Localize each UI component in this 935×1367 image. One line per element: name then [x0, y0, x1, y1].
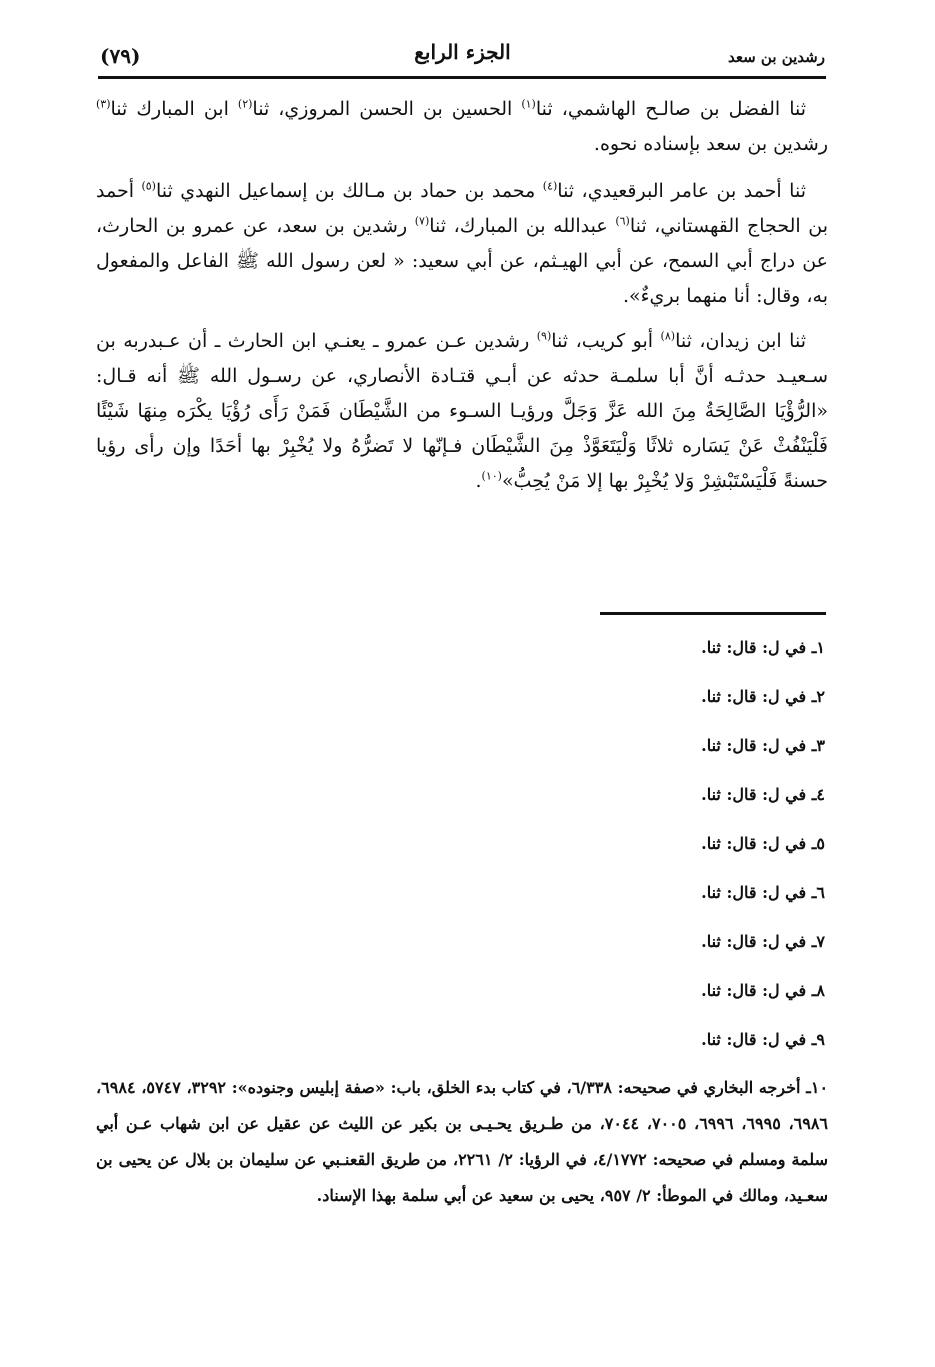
footnote-ref-1[interactable]: (١)	[521, 97, 536, 111]
text-run: ثنا أحمد بن عامر البرقعيدي، ثنا	[557, 180, 806, 202]
page-header	[100, 40, 825, 72]
text-run: ابن المبارك ثنا	[110, 98, 238, 120]
text-run: الحسين بن الحسن المروزي، ثنا	[252, 98, 522, 120]
chapter-title: رشدين بن سعد	[728, 48, 825, 66]
footnotes-list	[105, 630, 825, 1071]
text-run: أبو كريب، ثنا	[551, 330, 661, 352]
footnote-ref-5[interactable]: (٥)	[141, 179, 156, 193]
footnote-rule	[600, 612, 826, 615]
footnote-ref-3[interactable]: (٣)	[96, 97, 111, 111]
text-run: عبدالله بن المبارك، ثنا	[429, 215, 616, 237]
footnote-ref-10[interactable]: (١٠)	[481, 469, 502, 483]
main-text	[96, 92, 828, 511]
footnote-ref-2[interactable]: (٢)	[237, 97, 253, 111]
footnote-3: ٣ـ في ل: قال: ثنا.	[701, 736, 825, 755]
text-run: .	[475, 470, 482, 492]
text-run: أحمد بن الحجاج القهستاني، ثنا	[96, 180, 828, 237]
paragraph-1	[96, 92, 828, 162]
text-run: محمد بن حماد بن مـالك بن إسماعيل النهدي ثنا	[155, 180, 543, 202]
header-rule	[98, 76, 826, 79]
footnote-7: ٧ـ في ل: قال: ثنا.	[701, 932, 825, 951]
footnote-8: ٨ـ في ل: قال: ثنا.	[701, 981, 825, 1000]
text-run: رشدين بن سعد بإسناده نحوه.	[593, 133, 828, 155]
footnote-ref-8[interactable]: (٨)	[660, 329, 676, 343]
footnote-10: ١٠ـ أخرجه البخاري في صحيحه: ٦/٣٣٨، في كتاب بدء الخلق، باب: «صفة إبليس وجنوده»: ٣٢٩٢، ٥٧٤٧، ٦٩٨٤، ٦٩٨٦، ٦٩٩٥، ٦٩٩٦، ٧٠٠٥، ٧٠٤٤، من طـريق يحـيـى بن بكير عن الليث عن عقيل عن ابن شهاب عـن أبي سلمة ومسلم في صحيحه: ٤/١٧٧٢، في الرؤيا: ٢/ ٢٢٦١، من طريق القعنـبي عن سليمان بن بلال عن يحيى بن سعـيد، ومالك في الموطأ: ٢/ ٩٥٧، يحيى بن سعيد عن أبي سلمة بهذا الإسناد.	[96, 1078, 829, 1205]
footnote-6: ٦ـ في ل: قال: ثنا.	[701, 883, 825, 902]
footnote-ref-6[interactable]: (٦)	[615, 214, 630, 228]
footnote-ref-7[interactable]: (٧)	[414, 214, 430, 228]
footnote-1: ١ـ في ل: قال: ثنا.	[701, 638, 825, 657]
paragraph-3	[96, 324, 828, 499]
footnote-4: ٤ـ في ل: قال: ثنا.	[701, 785, 825, 804]
text-run: ثنا ابن زيدان، ثنا	[675, 330, 806, 352]
footnote-ref-4[interactable]: (٤)	[542, 179, 558, 193]
footnote-5: ٥ـ في ل: قال: ثنا.	[701, 834, 825, 853]
text-run: رشدين بن سعد، عن عمرو بن الحارث، عن دراج أبي السمح، عن أبي الهيـثم، عن أبي سعيد: « لعن رسول الله ﷺ الفاعل والمفعول به، وقال: أنا منهما بريءٌ».	[96, 215, 828, 307]
footnote-2: ٢ـ في ل: قال: ثنا.	[701, 687, 825, 706]
volume-title: الجزء الرابع	[414, 40, 511, 64]
text-run: رشدين عـن عمرو ـ يعنـي ابن الحارث ـ أن عـبدربه بن سـعيـد حدثـه أنَّ أبا سلمـة حدثه عن أبـي قتـادة الأنصاري، عن رسـول الله ﷺ أنه قـال: «الرُّؤْيَا الصَّالِحَةُ مِنَ الله عَزَّ وَجَلَّ ورؤيـا السـوء من الشَّيْطَان فَمَنْ رَأَى رُؤْيَا يكْرَه مِنهَا شَيْئًا فَلْيَنْفُثْ عَنْ يَسَاره ثلاثًا وَلْيَتَعَوَّذْ مِنَ الشَّيْطَان فـإنّها لا تَضرُّهُ ولا يُخْبِرْ بها أحَدًا وإن رأى رؤيا حسنةً فَلْيَسْتَبْشِرْ وَلا يُخْبِرْ بها إلا مَنْ يُحِبُّ»	[96, 330, 828, 492]
text-run: ثنا الفضل بن صالـح الهاشمي، ثنا	[535, 98, 807, 120]
page-number: (٧٩)	[100, 44, 141, 68]
paragraph-2	[96, 174, 828, 314]
footnote-9: ٩ـ في ل: قال: ثنا.	[701, 1030, 825, 1049]
footnote-ref-9[interactable]: (٩)	[536, 329, 552, 343]
